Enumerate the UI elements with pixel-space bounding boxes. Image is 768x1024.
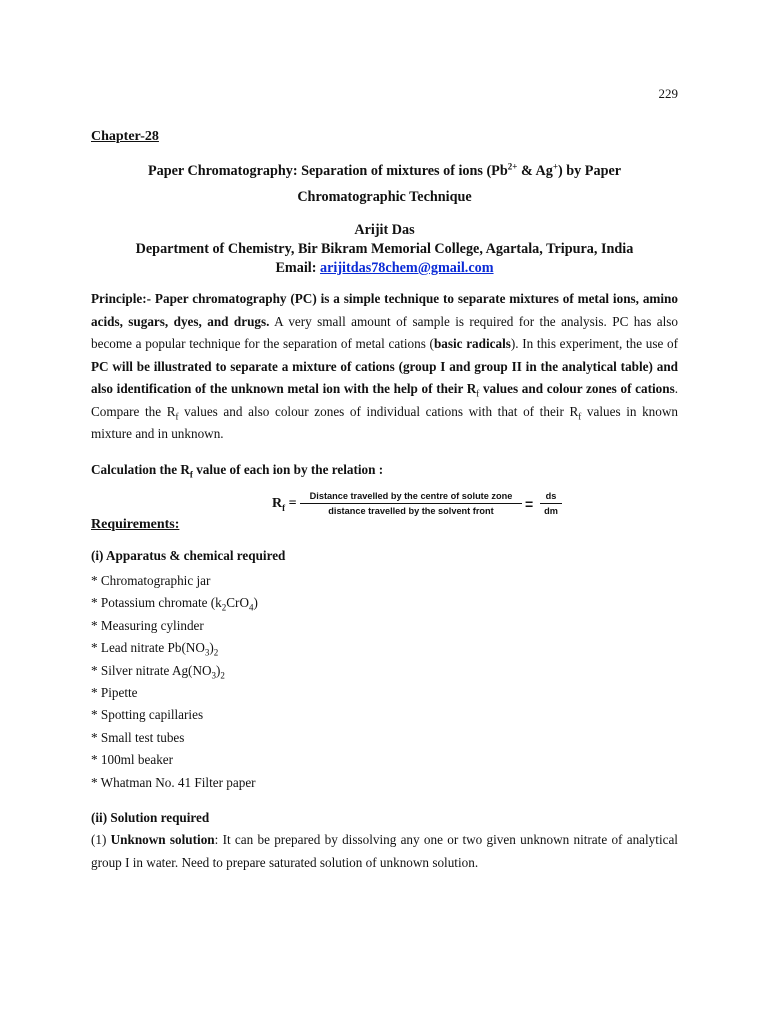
document-title	[91, 158, 678, 210]
list-item: * Silver nitrate $Ag(NO_3)_2$	[91, 662, 225, 681]
title-text: Chromatographic Technique	[297, 189, 472, 205]
rf-denominator: distance travelled by the solvent front	[328, 506, 494, 516]
page-number: 229	[658, 86, 678, 101]
principle-label: Principle	[91, 291, 143, 306]
calculation-heading-text: value of each ion by the relation :	[192, 462, 384, 477]
principle-text: values in known mixture and in unknown.	[91, 403, 678, 441]
list-item: * Small test tubes	[91, 729, 185, 745]
calculation-heading-text: Calculation the R	[91, 462, 190, 477]
apparatus-list	[91, 570, 258, 794]
ds-dm-fraction	[540, 491, 562, 516]
rf-formula	[272, 491, 572, 519]
solution-heading: (ii) Solution required	[91, 810, 210, 825]
list-item: * Potassium chromate $(k_2CrO_4)$	[91, 595, 258, 614]
rf-letter: R	[272, 496, 283, 511]
principle-text: ). In this experiment, the use of	[510, 336, 679, 351]
principle-bold-text: values and colour zones of cations	[479, 381, 675, 396]
list-item: * Spotting capillaries	[91, 707, 204, 723]
rf-subscript: f	[282, 502, 286, 513]
list-item: * Whatman No. 41 Filter paper	[91, 774, 256, 790]
author-email-line	[91, 259, 678, 278]
dm-denominator: dm	[544, 506, 558, 516]
rf-numerator: Distance travelled by the centre of solute zone	[300, 491, 522, 504]
list-item: * Lead nitrate $Pb(NO_3)_2$	[91, 640, 219, 658]
calculation-heading-subscript: f	[189, 469, 193, 480]
rf-equals: =	[285, 496, 297, 511]
apparatus-heading: (i) Apparatus & chemical required	[91, 548, 286, 563]
rf-symbol	[272, 496, 297, 513]
unknown-prefix: (1)	[91, 832, 111, 847]
email-label: Email:	[275, 260, 317, 276]
requirements-heading: Requirements:	[91, 517, 180, 532]
calculation-heading	[91, 462, 383, 478]
title-text: ) by Paper	[558, 163, 622, 179]
author-name: Arijit Das	[354, 222, 415, 238]
principle-paragraph	[91, 288, 678, 446]
second-equals: =	[525, 496, 534, 512]
title-superscript: 2+	[507, 161, 518, 172]
author-block	[91, 221, 678, 278]
principle-bold-text: PC will be illustrated to separate a mixture of cations (group I and group II in the analytical table) and also identification of the unknown metal ion with the help of their R	[91, 358, 678, 396]
principle-subscript: f	[476, 388, 480, 399]
principle-text: values and also colour zones of individual cations with that of their R	[178, 403, 579, 419]
list-item: * 100ml beaker	[91, 752, 174, 768]
principle-text: . Compare the R	[91, 381, 678, 419]
list-item: * Measuring cylinder	[91, 617, 204, 633]
ds-numerator: ds	[540, 491, 562, 504]
principle-subscript: f	[578, 411, 582, 422]
rf-fraction	[300, 491, 522, 516]
unknown-solution-paragraph	[91, 829, 678, 874]
list-item: * Chromatographic jar	[91, 573, 211, 588]
list-item: * Pipette	[91, 684, 138, 700]
title-text: Paper Chromatography: Separation of mixtures of ions (Pb	[147, 163, 508, 179]
author-affiliation: Department of Chemistry, Bir Bikram Memorial College, Agartala, Tripura, India	[135, 241, 634, 257]
chapter-heading: Chapter-28	[91, 129, 159, 144]
title-superscript: +	[552, 161, 558, 172]
principle-text: A very small amount of sample is required for the analysis. PC has also become a popular technique for the separation of metal cations (	[91, 313, 679, 351]
principle-subscript: f	[175, 411, 179, 422]
principle-bold-text: basic radicals	[433, 336, 511, 351]
principle-bold-text: :- Paper chromatography (PC) is a simple technique to separate mixtures of metal ions, amino acids, sugars, dyes, and drugs.	[91, 291, 678, 329]
unknown-text: : It can be prepared by dissolving any one or two given unknown nitrate of analytical group I in water. Need to prepare saturated solution of unknown solution.	[91, 832, 678, 870]
title-text: & Ag	[517, 163, 553, 179]
unknown-label: Unknown solution	[110, 832, 215, 847]
email-link[interactable]: arijitdas78chem@gmail.com	[319, 260, 494, 276]
